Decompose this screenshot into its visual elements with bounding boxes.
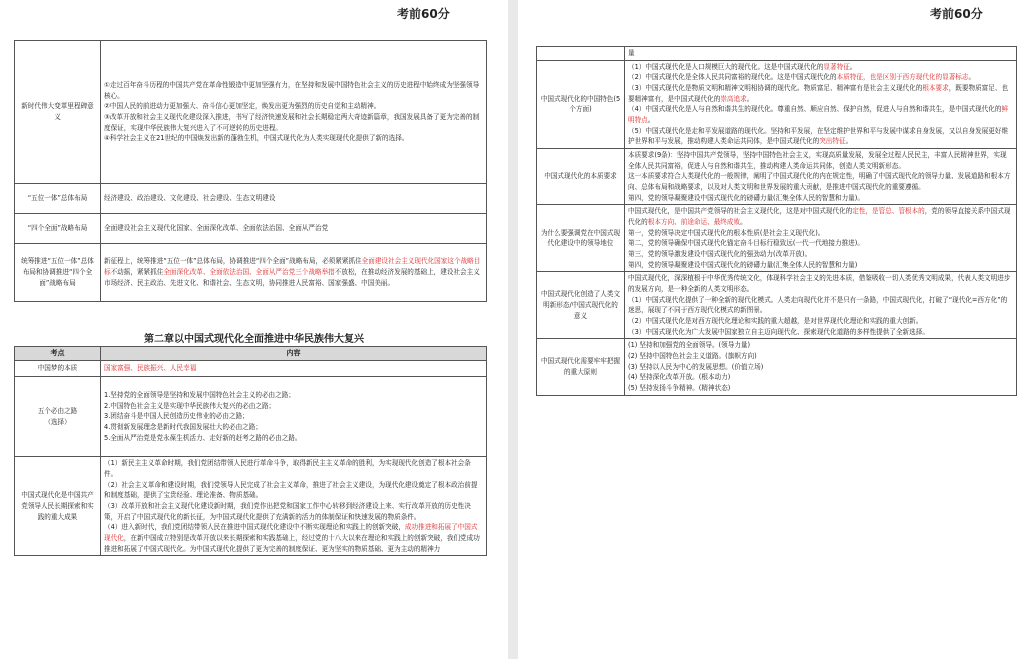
- table-row: [537, 47, 1017, 61]
- page-header-right: 考前60分: [930, 7, 983, 21]
- table-row: [15, 377, 487, 457]
- table-row: [15, 361, 487, 377]
- table-row: [537, 149, 1017, 205]
- highlight-text: 定性，是管总、管根本的: [852, 207, 925, 216]
- row-content: 本质要求(9条)：坚持中国共产党领导，坚持中国特色社会主义，实现高质量发展，发展全过程人民民主，丰富人民精神世界，实现全体人民共同富裕，促进人与自然和谐共生，推动构建人类命运共同体，创造人类文明新形态。 这一本质要求符合人类现代化的一般规律，阐明了中国式现代化的内在规定性，明确了中国式现代化的领导力量、发展道路和根本方向、总体布局和战略要求，以及对人类文明和世界发展的重大贡献，是推进中国式现代化的重要遵循。 第四，党的领导凝聚建设中国式现代化的磅礴力量(汇集全体人民的智慧和力量)。: [625, 149, 1017, 205]
- paragraph: （2）社会主义革命和建设时期，我们党领导人民完成了社会主义革命，推进了社会主义建设，为现代化建设奠定了根本政治前提和制度基础，提供了宝贵经验、理论准备、物质基础。: [104, 480, 478, 500]
- paragraph: （3）改革开放和社会主义现代化建设新时期，我们党作出把党和国家工作中心转移到经济建设上来、实行改革开放的历史性决策，开启了中国式现代化的新长征，为中国式现代化提供了充满新的活力的体制保证和快速发展的物质条件。: [104, 502, 471, 521]
- row-label: 中国式现代化的中国特色(5个方面): [537, 60, 625, 148]
- list-item: 3.团结奋斗是中国人民创造历史伟业的必由之路；: [104, 412, 249, 421]
- table-row: [537, 205, 1017, 272]
- row-content: 全面建设社会主义现代化国家、全面深化改革、全面依法治国、全面从严治党: [101, 214, 487, 244]
- list-item: (4) 坚持深化改革开放。(根本动力): [628, 373, 731, 382]
- highlight-text: 崇高追求: [720, 94, 747, 103]
- highlight-text: 成功推进和拓展了中国式现代化: [104, 523, 478, 543]
- row-label: 中国式现代化的本质要求: [537, 149, 625, 205]
- list-item: (5) 坚持发扬斗争精神。(精神状态): [628, 384, 731, 393]
- highlight-text: 全面建设社会主义现代化国家这个战略目标: [104, 257, 481, 277]
- table-row: [15, 244, 487, 302]
- list-item: 5.全面从严治党是党永葆生机活力、走好新的赶考之路的必由之路。: [104, 433, 302, 442]
- row-label: “四个全面”战略布局: [15, 214, 101, 244]
- table-chapter1-summary: [14, 40, 487, 302]
- row-label: 中国梦的本质: [15, 361, 101, 377]
- row-label: 中国式现代化创造了人类文明新形态/中国式现代化的意义: [537, 272, 625, 339]
- table-row: [15, 184, 487, 214]
- table-header-row: [15, 347, 487, 361]
- list-item: ③改革开放和社会主义现代化建设深入推进，书写了经济快速发展和社会长期稳定两大奇迹新篇章，我国发展具备了更为完善的制度保证，实现中华民族伟大复兴进入了不可逆转的历史进程。: [104, 113, 480, 132]
- table-row: [537, 272, 1017, 339]
- row-content: 量: [625, 47, 1017, 61]
- row-label: 为什么要强调党在中国式现代化建设中的领导地位: [537, 205, 625, 272]
- row-content: [101, 41, 487, 184]
- paragraph: （1）新民主主义革命时期，我们党团结带领人民进行革命斗争，取得新民主主义革命的胜利，为实现现代化创造了根本社会条件。: [104, 459, 471, 478]
- list-item: (3) 坚持以人民为中心的发展思想。(价值立场): [628, 362, 764, 371]
- highlight-text: 鲜明特点: [628, 105, 1009, 125]
- list-item: (2) 坚持中国特色社会主义道路。(旗帜方向): [628, 352, 757, 361]
- row-label: 统筹推进“五位一体”总体布局和协调推进“四个全面”战略布局: [15, 244, 101, 302]
- highlight-text: 根本方向、前途命运、最终成败: [647, 218, 741, 227]
- row-content: [625, 339, 1017, 395]
- row-label: 新时代伟大变革里程碑意义: [15, 41, 101, 184]
- row-label: 五个必由之路 （选择）: [15, 377, 101, 457]
- highlight-text: 全面深化改革、全面依法治国、全面从严治党三个战略举措: [163, 268, 335, 277]
- table-chinese-modernization: [536, 46, 1017, 396]
- row-content: 中国式现代化，深深植根于中华优秀传统文化，体现科学社会主义的先进本质，借鉴吸收一切人类优秀文明成果，代表人类文明进步的发展方向，是一种全新的人类文明形态。 （1）中国式现代化提供了一种全新的现代化模式。人类走向现代化并不是只有一条路，中国式现代化，打破了“现代化=西方化”的迷思，展现了不同于西方现代化模式的新图景。 （2）中国式现代化是对西方现代化理论和实践的重大超越，是对世界现代化理论和实践的重大创新。 （3）中国式现代化为广大发展中国家独立自主迈向现代化、探索现代化道路的多样性提供了全新选择。: [625, 272, 1017, 339]
- table-row: [15, 41, 487, 184]
- highlight-text: 显著标志: [942, 73, 969, 82]
- highlight-text: 本质特征，也是区别于西方现代化的: [836, 73, 943, 82]
- list-item: (1) 坚持和加强党的全面领导。(领导力量): [628, 341, 751, 350]
- paragraph: （4）进入新时代，我们党团结带领人民在推进中国式现代化建设中不断实现理论和实践上的创新突破，成功推进和拓展了中国式现代化，在新中国成立特别是改革开放以来长期探索和实践基础上，经过党的十八大以来在理论和实践上的创新突破，我们党成功推进和拓展了中国式现代化。为中国式现代化提供了更为完善的制度保证、更为坚实的物质基础、更为主动的精神力: [104, 523, 480, 553]
- row-label: “五位一体”总体布局: [15, 184, 101, 214]
- row-content: 新征程上，统筹推进“五位一体”总体布局，协调推进“四个全面”战略布局，必须紧紧抓住全面建设社会主义现代化国家这个战略目标不动摇，紧紧抓住全面深化改革、全面依法治国、全面从严治党三个战略举措不放松，在推动经济发展的基础上，建设社会主义市场经济、民主政治、先进文化、和谐社会、生态文明，协同推进人民富裕、国家强盛、中国美丽。: [101, 244, 487, 302]
- row-content: 国家富强、民族振兴、人民幸福: [101, 361, 487, 377]
- chapter-title: 第二章以中国式现代化全面推进中华民族伟大复兴: [144, 334, 364, 345]
- row-content: [101, 377, 487, 457]
- row-label: 中国式现代化需要牢牢把握的重大原则: [537, 339, 625, 395]
- table-row: [537, 60, 1017, 148]
- row-label: 中国式现代化是中国共产党领导人民长期探索和实践的重大成果: [15, 457, 101, 556]
- right-page: [518, 0, 1030, 659]
- row-content: （1）中国式现代化是人口规模巨大的现代化。这是中国式现代化的显著特征。 （2）中国式现代化是全体人民共同富裕的现代化。这是中国式现代化的本质特征，也是区别于西方现代化的显著标志。 （3）中国式现代化是物质文明和精神文明相协调的现代化。物质富足、精神富有是社会主义现代化的根本要求，既要物质富足、也要精神富有，是中国式现代化的崇高追求。 （4）中国式现代化是人与自然和谐共生的现代化。尊重自然、顺应自然、保护自然，促进人与自然和谐共生，是中国式现代化的鲜明特点。 （5）中国式现代化是走和平发展道路的现代化。坚持和平发展，在坚定维护世界和平与发展中谋求自身发展，又以自身发展更好维护世界和平与发展，推动构建人类命运共同体，是中国式现代化的突出特征。: [625, 60, 1017, 148]
- list-item: ④科学社会主义在21世纪的中国焕发出新的蓬勃生机，中国式现代化为人类实现现代化提供了新的选择。: [104, 134, 409, 143]
- column-header: 考点: [15, 347, 101, 361]
- row-content: 经济建设、政治建设、文化建设、社会建设、生态文明建设: [101, 184, 487, 214]
- highlight-text: 根本要求: [922, 84, 949, 93]
- column-header: 内容: [101, 347, 487, 361]
- table-chapter2: [14, 346, 487, 556]
- table-row: [537, 339, 1017, 395]
- page-header-left: 考前60分: [397, 7, 450, 21]
- table-row: [15, 214, 487, 244]
- row-content: [101, 457, 487, 556]
- list-item: ②中国人民的前进动力更加强大、奋斗信心更加坚定，焕发出更为强烈的历史自觉和主动精神。: [104, 102, 381, 111]
- list-item: ①走过百年奋斗历程的中国共产党在革命性锻造中更加坚强有力，在坚持和发展中国特色社会主义的历史进程中始终成为坚强领导核心。: [104, 80, 480, 100]
- left-page: [0, 0, 508, 659]
- row-content: 中国式现代化，是中国共产党领导的社会主义现代化，这是对中国式现代化的定性，是管总、管根本的，党的领导直接关系中国式现代化的根本方向、前途命运、最终成败。 第一，党的领导决定中国式现代化的根本性质(是社会主义现代化)。 第二，党的领导确保中国式现代化锚定奋斗目标行稳致远(一代一代地接力推进)。 第三，党的领导激发建设中国式现代化的强劲动力(改革开放)。 第四，党的领导凝聚建设中国式现代化的磅礴力量(汇集全体人民的智慧和力量): [625, 205, 1017, 272]
- table-row: [15, 457, 487, 556]
- list-item: 1.坚持党的全面领导是坚持和发展中国特色社会主义的必由之路；: [104, 391, 295, 400]
- list-item: 2.中国特色社会主义是实现中华民族伟大复兴的必由之路；: [104, 401, 276, 410]
- highlight-text: 突出特征: [819, 137, 846, 146]
- list-item: 4.贯彻新发展理念是新时代我国发展壮大的必由之路；: [104, 423, 262, 432]
- highlight-text: 显著特征: [823, 62, 850, 71]
